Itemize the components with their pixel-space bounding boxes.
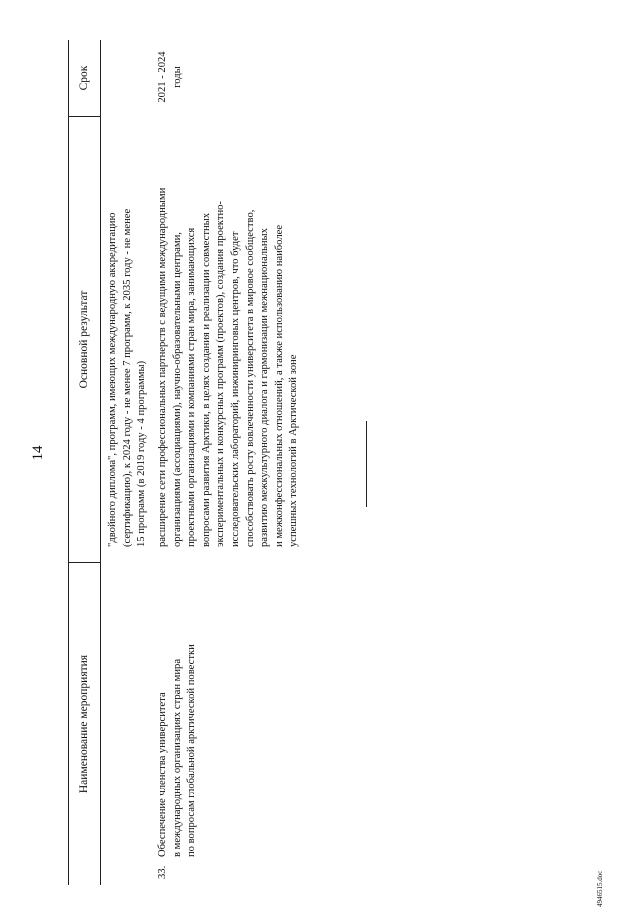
row-33-number: 33. (157, 865, 168, 879)
result-line: 15 программ (в 2019 году - 4 программы) (136, 360, 148, 547)
term-line: 2021 - 2024 (157, 51, 168, 103)
continuation-result (106, 209, 150, 547)
page-number: 14 (30, 445, 46, 461)
row-33-result (156, 188, 302, 547)
header-bottom-border (100, 40, 101, 885)
row-33-name (156, 644, 200, 857)
result-line: проектными организациями и компаниями стран мира, занимающихся (186, 227, 198, 547)
result-line: исследовательских лабораторий, инжиниринговых центров, что будет (229, 231, 241, 547)
result-line: организациями (ассоциациями), научно-образовательными центрами, (171, 232, 183, 547)
document-page (30, 25, 615, 907)
result-line: развитию межкультурного диалога и гармонизации межнациональных (259, 228, 271, 547)
result-line: расширение сети профессиональных партнерств с ведущими международными (157, 187, 168, 547)
row-33-term (156, 39, 185, 115)
footer-note: 4946515.doc (596, 870, 604, 907)
name-line: в международных организациях стран мира (171, 658, 183, 857)
result-line: успешных технологий в Арктической зоне (288, 354, 300, 547)
header-term: Срок (78, 65, 90, 91)
separator-line (366, 421, 367, 507)
result-line: вопросами развития Арктики, в целях создания и реализации совместных (200, 212, 212, 547)
result-line: способствовать росту вовлеченности университета в мировое сообщество, (244, 209, 256, 547)
result-line: и межконфессиональных отношений, а также использованию наиболее (273, 224, 285, 547)
name-line: Обеспечение членства университета (157, 692, 168, 857)
name-line: по вопросам глобальной арктической повестки (186, 644, 198, 857)
header-name: Наименование мероприятия (78, 654, 90, 794)
result-line: (сертификацию), к 2024 году - не менее 7 программ, к 2035 году - не менее (121, 208, 133, 547)
term-line: годы (171, 66, 183, 88)
result-line: экспериментальных и конкурсных программ (проектов), создания проектно- (215, 201, 227, 547)
header-result: Основной результат (78, 290, 90, 389)
result-line: "двойного диплома", программ, имеющих международную аккредитацию (107, 212, 118, 547)
